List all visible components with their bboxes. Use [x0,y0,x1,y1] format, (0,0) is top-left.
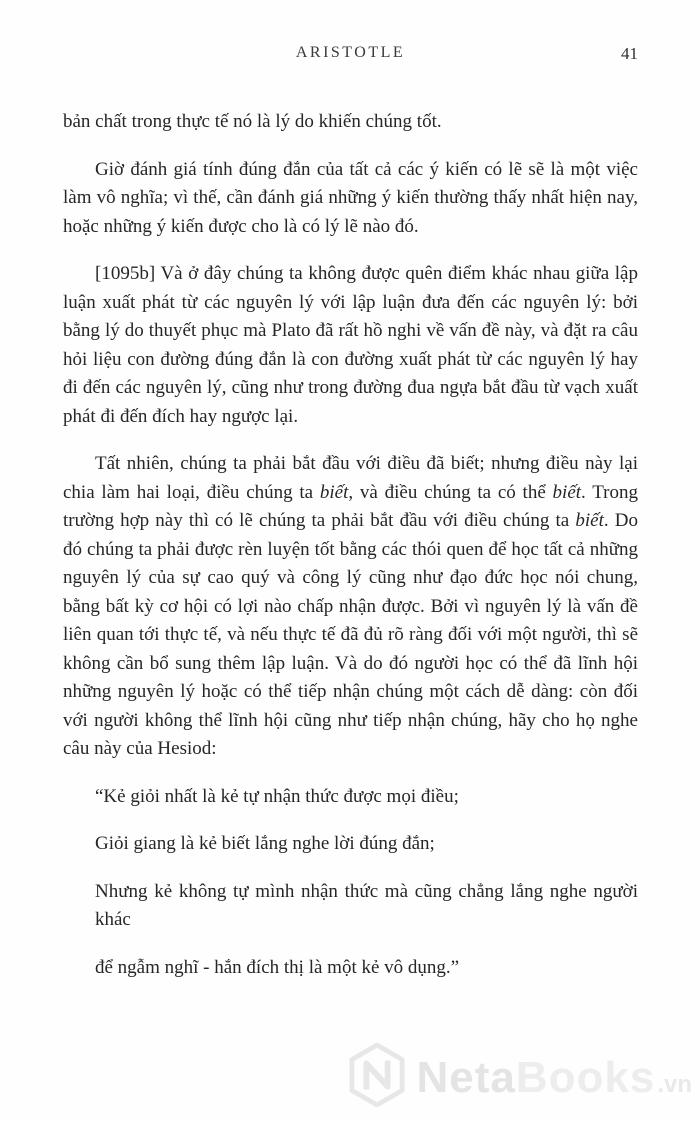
watermark-brand-books: Books [515,1052,656,1102]
watermark [348,1042,692,1113]
text-run: , và điều chúng ta có thể [348,481,553,503]
text-run: Nhưng kẻ không tự mình nhận thức mà cũng chẳng lắng nghe người khác [95,880,638,930]
text-run: [1095b] Và ở đây chúng ta không được quên điểm khác nhau giữa lập luận xuất phát từ các nguyên lý với lập luận đưa đến các nguyên lý: bởi bằng lý do thuyết phục mà Plato đã rất hồ nghi về vấn đề này, và đặt ra câu hỏi liệu con đường đúng đắn là con đường xuất phát từ các nguyên lý hay đi đến các nguyên lý, cũng như trong đường đua ngựa bắt đầu từ vạch xuất phát đi đến đích hay ngược lại. [63,263,638,427]
emphasized-text: biết [319,481,349,503]
body-paragraph [63,156,638,242]
text-run: Giờ đánh giá tính đúng đắn của tất cả các ý kiến có lẽ sẽ là một việc làm vô nghĩa; vì thế, cần đánh giá những ý kiến thường thấy nhất hiện nay, hoặc những ý kiến được cho là có lý lẽ nào đó. [63,158,638,237]
body-paragraph [63,260,638,431]
quote-line [95,878,638,935]
text-run: . Do đó chúng ta phải được rèn luyện tốt bằng các thói quen để học tất cả những nguyên lý của sự cao quý và công lý cũng như đạo đức học nói chung, bằng bất kỳ cơ hội có lợi nào chấp nhận được. Bởi vì nguyên lý là vấn đề liên quan tới thực tế, và nếu thực tế đã đủ rõ ràng đối với một người, thì sẽ không cần bổ sung thêm lập luận. Và do đó người học có thể đã lĩnh hội những nguyên lý hoặc có thể tiếp nhận chúng một cách dễ dàng: còn đối với người không thể lĩnh hội cũng như tiếp nhận chúng, hãy cho họ nghe câu này của Hesiod: [63,510,638,759]
quote-line [95,783,638,812]
watermark-brand-neta: Neta [416,1052,516,1102]
netabooks-logo-icon [348,1042,406,1113]
body-paragraph [63,108,638,137]
emphasized-text: biết [552,481,582,503]
body-paragraph [63,450,638,764]
text-run: Tất nhiên, chúng ta phải bắt đầu với điều đã biết; nhưng điều này lại chia làm hai loại, điều chúng ta [63,453,638,503]
quote-line [95,830,638,859]
page-number: 41 [621,44,638,63]
text-run: Giỏi giang là kẻ biết lắng nghe lời đúng đắn; [95,833,435,854]
page-body [63,108,638,982]
quote-line [95,954,638,983]
page-header [63,44,638,68]
text-run: để ngẫm nghĩ - hắn đích thị là một kẻ vô dụng.” [95,956,460,978]
text-run: “Kẻ giỏi nhất là kẻ tự nhận thức được mọi điều; [95,785,459,807]
emphasized-text: biết [575,510,604,531]
text-run: . Trong trường hợp này thì có lẽ chúng ta phải bắt đầu với điều chúng ta [63,481,638,531]
watermark-text [416,1053,692,1103]
text-run: bản chất trong thực tế nó là lý do khiến chúng tốt. [63,111,442,132]
watermark-suffix-vn: .vn [657,1070,692,1098]
running-title: ARISTOTLE [295,44,406,61]
